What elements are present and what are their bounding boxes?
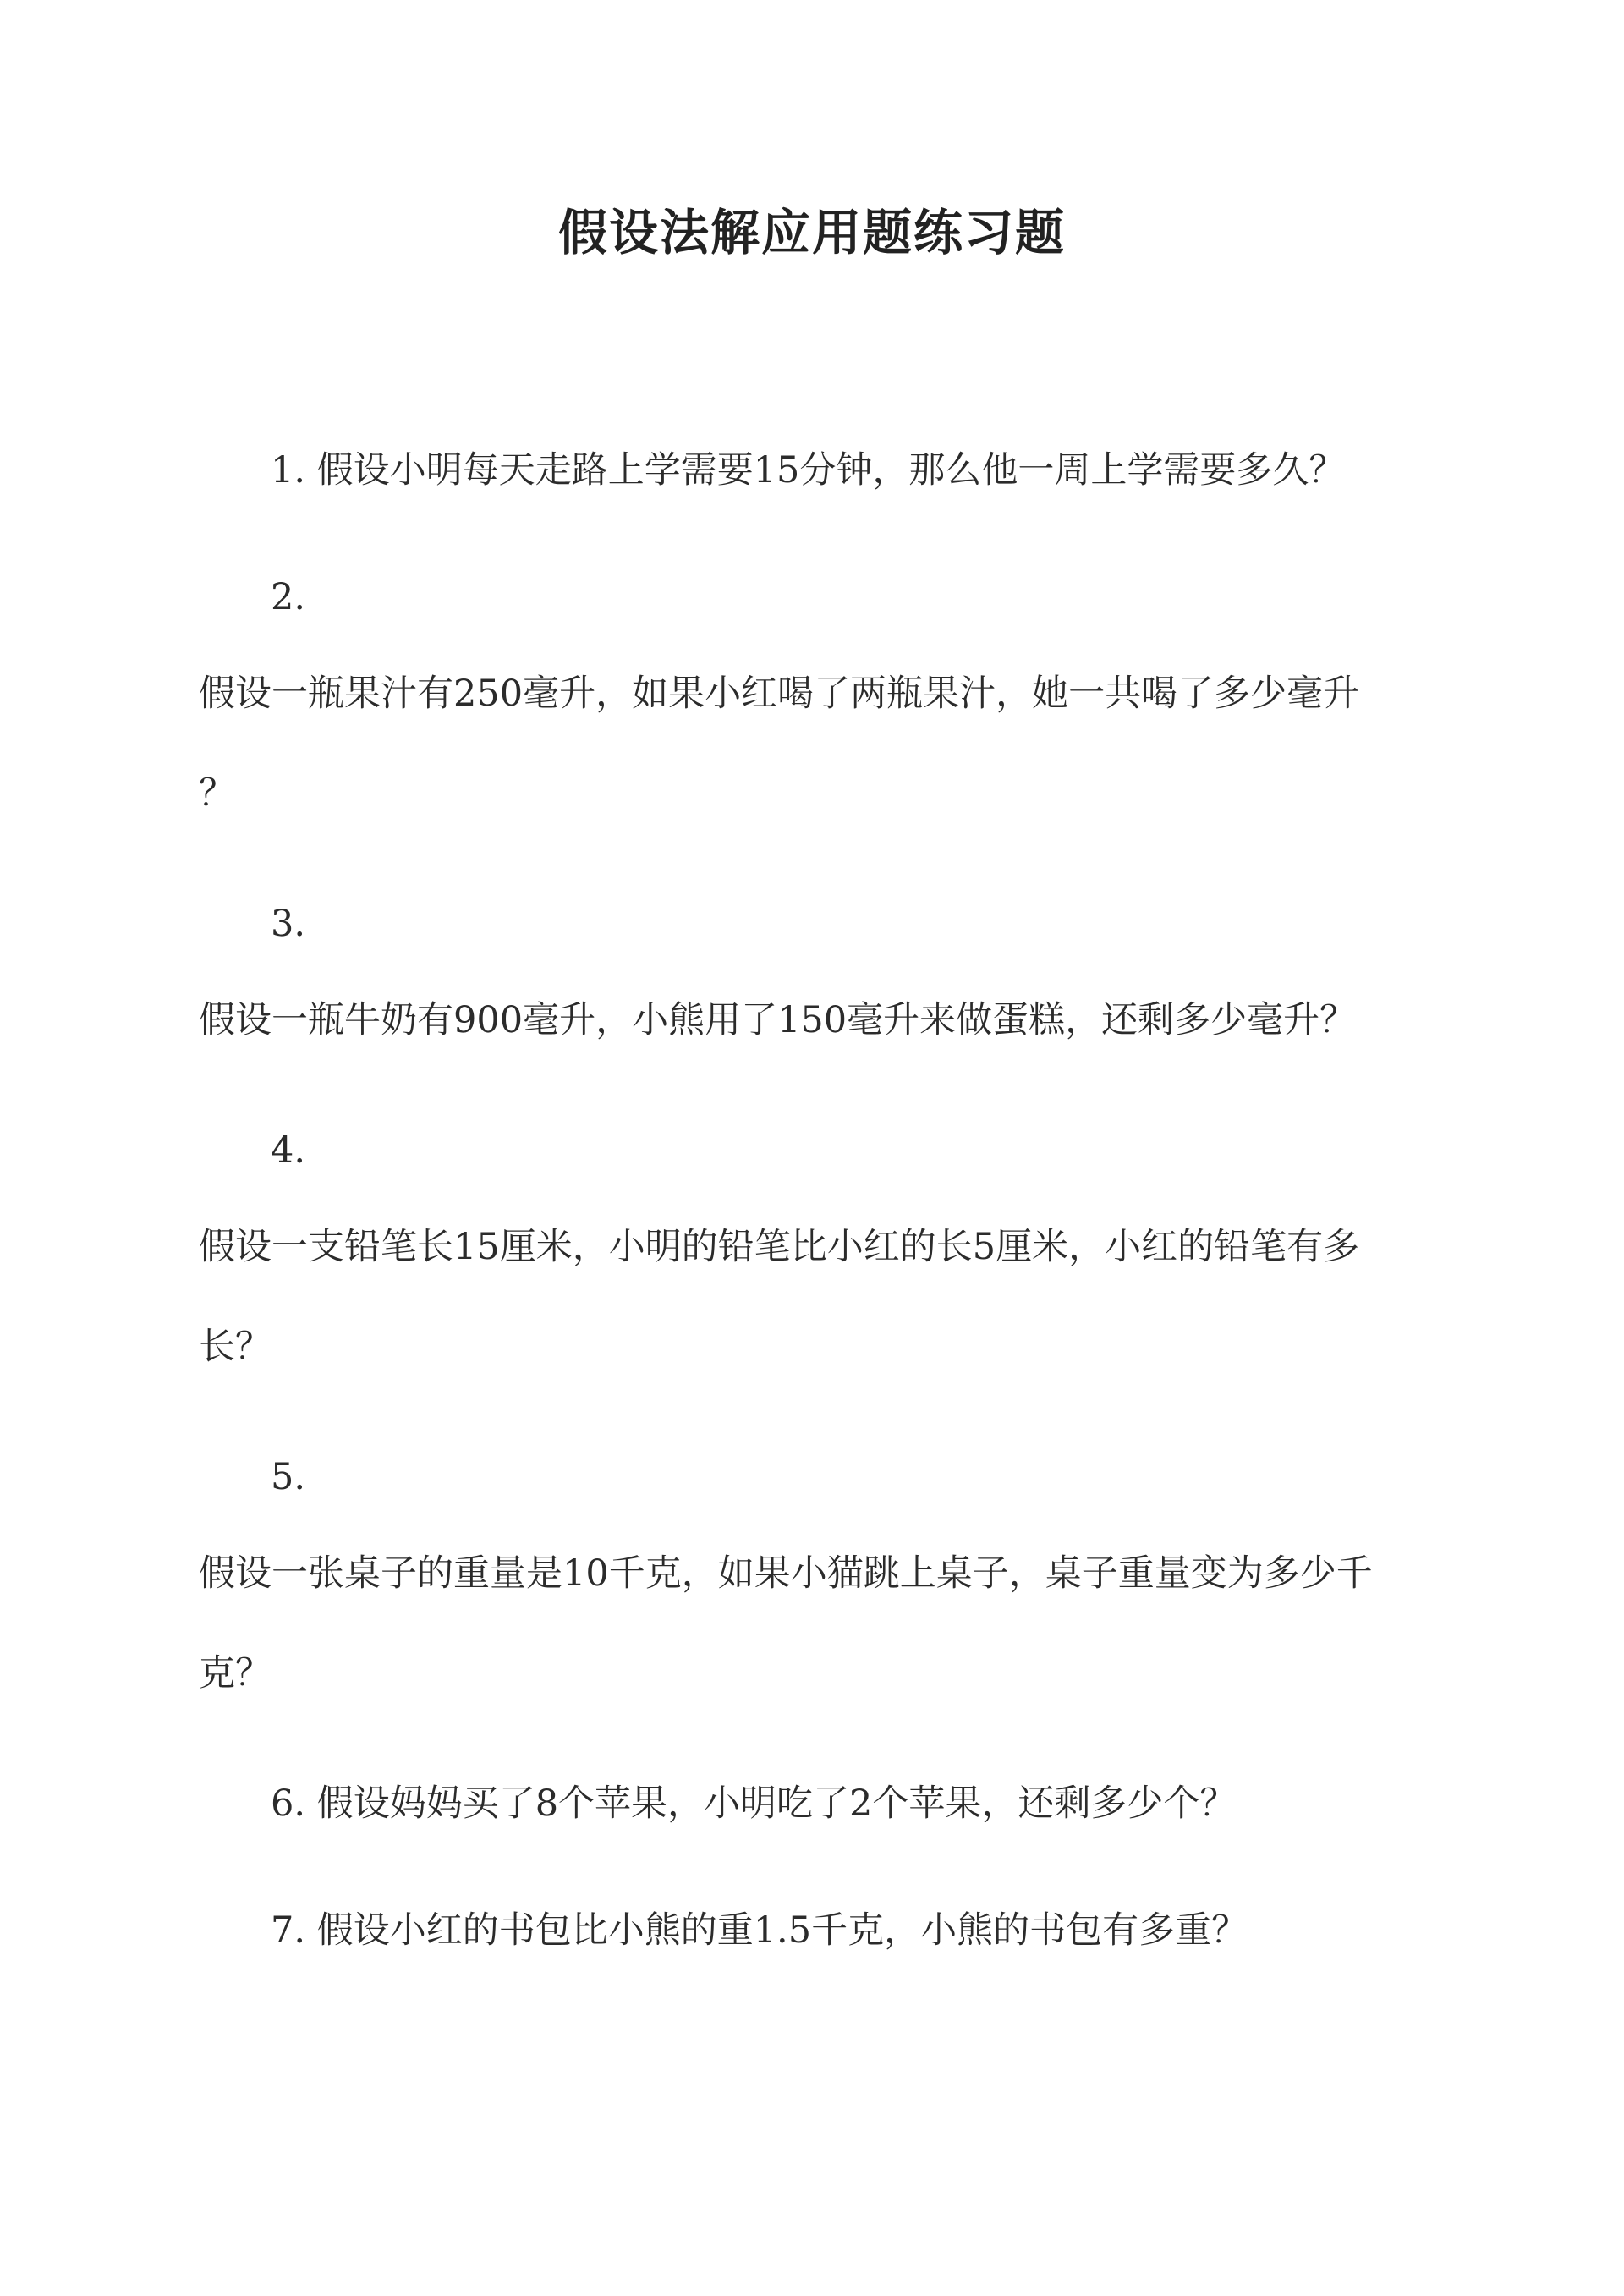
- question-1: 1. 假设小明每天走路上学需要15分钟，那么他一周上学需要多久？: [271, 449, 1346, 492]
- question-3-number: 3.: [271, 903, 306, 945]
- question-6: 6. 假设妈妈买了8个苹果，小明吃了2个苹果，还剩多少个？: [271, 1782, 1237, 1825]
- question-4-text: 假设一支铅笔长15厘米，小明的铅笔比小红的长5厘米，小红的铅笔有多: [199, 1226, 1360, 1268]
- question-4-text-cont: 长？: [199, 1326, 272, 1368]
- question-4-number: 4.: [271, 1129, 306, 1172]
- question-5-text-cont: 克？: [199, 1652, 272, 1695]
- question-3-text: 假设一瓶牛奶有900毫升，小熊用了150毫升来做蛋糕，还剩多少毫升？: [199, 999, 1357, 1041]
- page-title: 假设法解应用题练习题: [557, 204, 1066, 261]
- question-7: 7. 假设小红的书包比小熊的重1.5千克，小熊的书包有多重？: [271, 1909, 1248, 1952]
- question-5-text: 假设一张桌子的重量是10千克，如果小猫跳上桌子，桌子重量变为多少千: [199, 1552, 1373, 1595]
- question-2-text: 假设一瓶果汁有250毫升，如果小红喝了两瓶果汁，她一共喝了多少毫升: [199, 673, 1360, 715]
- question-2-text-cont: ？: [199, 772, 235, 815]
- question-2-number: 2.: [271, 576, 306, 618]
- question-5-number: 5.: [271, 1456, 306, 1498]
